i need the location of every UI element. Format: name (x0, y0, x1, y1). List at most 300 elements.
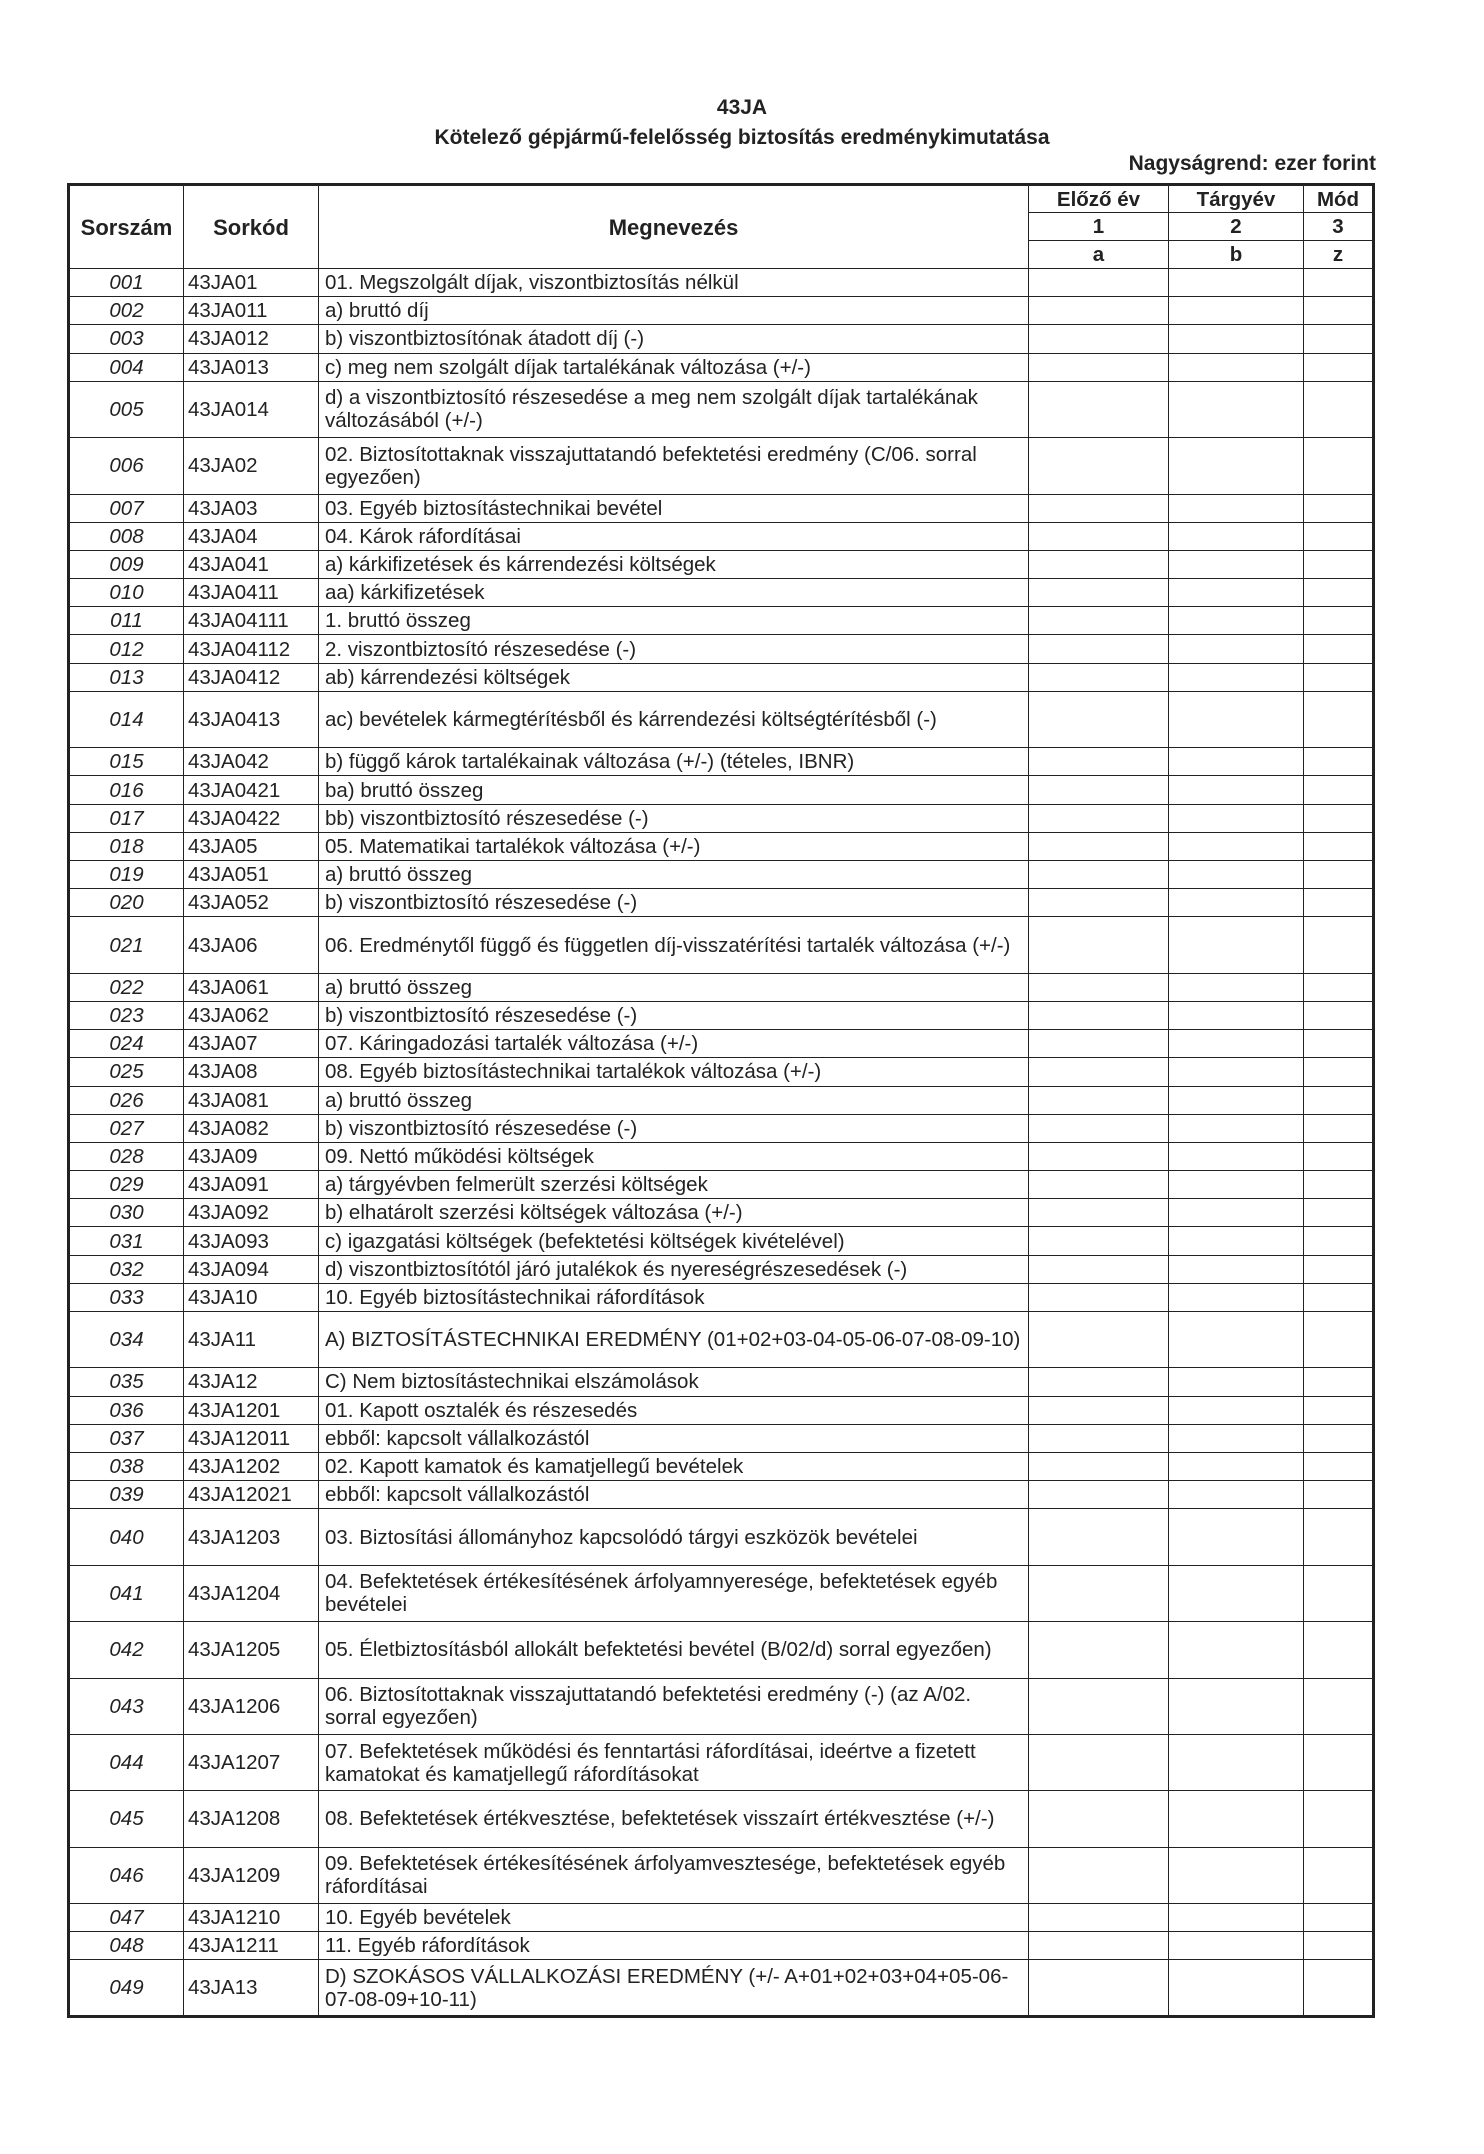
value-cell-prev-year[interactable] (1029, 804, 1169, 832)
table-row (69, 1001, 1374, 1029)
row-code: 43JA1207 (184, 1734, 319, 1790)
value-cell-mod[interactable] (1304, 917, 1374, 973)
value-cell-prev-year[interactable] (1029, 860, 1169, 888)
value-cell-mod[interactable] (1304, 1255, 1374, 1283)
row-name: 03. Egyéb biztosítástechnikai bevétel (319, 494, 1029, 522)
table-row (69, 1255, 1374, 1283)
value-cell-mod[interactable] (1304, 776, 1374, 804)
row-code: 43JA051 (184, 860, 319, 888)
value-cell-prev-year[interactable] (1029, 748, 1169, 776)
value-cell-curr-year[interactable] (1169, 1142, 1304, 1170)
row-code: 43JA08 (184, 1058, 319, 1086)
row-name: 05. Matematikai tartalékok változása (+/-) (319, 832, 1029, 860)
table-row (69, 353, 1374, 381)
row-name: aa) kárkifizetések (319, 579, 1029, 607)
row-number: 034 (69, 1312, 184, 1368)
row-code: 43JA04 (184, 522, 319, 550)
value-cell-prev-year[interactable] (1029, 1283, 1169, 1311)
row-number: 048 (69, 1932, 184, 1960)
row-code: 43JA05 (184, 832, 319, 860)
value-cell-prev-year[interactable] (1029, 438, 1169, 494)
row-number: 042 (69, 1622, 184, 1678)
value-cell-curr-year[interactable] (1169, 325, 1304, 353)
value-cell-mod[interactable] (1304, 494, 1374, 522)
row-number: 023 (69, 1001, 184, 1029)
row-code: 43JA0411 (184, 579, 319, 607)
value-cell-prev-year[interactable] (1029, 1734, 1169, 1790)
table-row (69, 1904, 1374, 1932)
row-number: 043 (69, 1678, 184, 1734)
value-cell-mod[interactable] (1304, 860, 1374, 888)
value-cell-mod[interactable] (1304, 1509, 1374, 1565)
value-cell-curr-year[interactable] (1169, 1622, 1304, 1678)
table-row (69, 1932, 1374, 1960)
table-row (69, 297, 1374, 325)
row-number: 045 (69, 1791, 184, 1847)
row-code: 43JA0422 (184, 804, 319, 832)
row-name: bb) viszontbiztosító részesedése (-) (319, 804, 1029, 832)
value-cell-mod[interactable] (1304, 1171, 1374, 1199)
row-name: ba) bruttó összeg (319, 776, 1029, 804)
header-prev-year: Előző év (1029, 185, 1169, 213)
row-code: 43JA01 (184, 269, 319, 297)
value-cell-curr-year[interactable] (1169, 917, 1304, 973)
row-number: 039 (69, 1481, 184, 1509)
row-code: 43JA0413 (184, 691, 319, 747)
value-cell-prev-year[interactable] (1029, 1622, 1169, 1678)
table-row (69, 1452, 1374, 1480)
row-code: 43JA041 (184, 550, 319, 578)
value-cell-mod[interactable] (1304, 1114, 1374, 1142)
value-cell-curr-year[interactable] (1169, 1283, 1304, 1311)
value-cell-mod[interactable] (1304, 973, 1374, 1001)
table-row (69, 1227, 1374, 1255)
row-code: 43JA081 (184, 1086, 319, 1114)
value-cell-prev-year[interactable] (1029, 550, 1169, 578)
value-cell-curr-year[interactable] (1169, 353, 1304, 381)
table-row (69, 1396, 1374, 1424)
value-cell-prev-year[interactable] (1029, 381, 1169, 437)
row-name: A) BIZTOSÍTÁSTECHNIKAI EREDMÉNY (01+02+03-04-05-06-07-08-09-10) (319, 1312, 1029, 1368)
value-cell-prev-year[interactable] (1029, 494, 1169, 522)
value-cell-prev-year[interactable] (1029, 325, 1169, 353)
table-row (69, 691, 1374, 747)
row-name: 04. Befektetések értékesítésének árfolyamnyeresége, befektetések egyéb bevételei (319, 1565, 1029, 1621)
value-cell-prev-year[interactable] (1029, 776, 1169, 804)
value-cell-curr-year[interactable] (1169, 1368, 1304, 1396)
table-row (69, 1734, 1374, 1790)
value-cell-curr-year[interactable] (1169, 1960, 1304, 2016)
value-cell-curr-year[interactable] (1169, 832, 1304, 860)
value-cell-prev-year[interactable] (1029, 691, 1169, 747)
value-cell-curr-year[interactable] (1169, 663, 1304, 691)
row-name: a) tárgyévben felmerült szerzési költségek (319, 1171, 1029, 1199)
row-name: 07. Káringadozási tartalék változása (+/-) (319, 1030, 1029, 1058)
row-number: 021 (69, 917, 184, 973)
row-code: 43JA1208 (184, 1791, 319, 1847)
value-cell-mod[interactable] (1304, 663, 1374, 691)
value-cell-prev-year[interactable] (1029, 1086, 1169, 1114)
row-number: 037 (69, 1424, 184, 1452)
row-name: 06. Biztosítottaknak visszajuttatandó befektetési eredmény (-) (az A/02. sorral egyezően) (319, 1678, 1029, 1734)
value-cell-prev-year[interactable] (1029, 1001, 1169, 1029)
value-cell-curr-year[interactable] (1169, 1001, 1304, 1029)
table-row (69, 381, 1374, 437)
report-title: Kötelező gépjármű-felelősség biztosítás eredménykimutatása (434, 126, 1050, 149)
header-col1-letter: a (1029, 241, 1169, 269)
value-cell-curr-year[interactable] (1169, 973, 1304, 1001)
table-row (69, 1960, 1374, 2016)
row-number: 007 (69, 494, 184, 522)
row-name: 09. Nettó működési költségek (319, 1142, 1029, 1170)
value-cell-mod[interactable] (1304, 748, 1374, 776)
row-number: 019 (69, 860, 184, 888)
table-row (69, 1481, 1374, 1509)
value-cell-curr-year[interactable] (1169, 776, 1304, 804)
row-name: D) SZOKÁSOS VÁLLALKOZÁSI EREDMÉNY (+/- A+01+02+03+04+05-06-07-08-09+10-11) (319, 1960, 1029, 2016)
value-cell-mod[interactable] (1304, 1847, 1374, 1903)
report-code: 43JA (716, 96, 768, 119)
value-cell-curr-year[interactable] (1169, 1312, 1304, 1368)
value-cell-mod[interactable] (1304, 1960, 1374, 2016)
row-code: 43JA0412 (184, 663, 319, 691)
value-cell-prev-year[interactable] (1029, 522, 1169, 550)
row-name: d) a viszontbiztosító részesedése a meg nem szolgált díjak tartalékának változásából (+/-) (319, 381, 1029, 437)
value-cell-curr-year[interactable] (1169, 1030, 1304, 1058)
value-cell-mod[interactable] (1304, 1932, 1374, 1960)
value-cell-mod[interactable] (1304, 635, 1374, 663)
value-cell-curr-year[interactable] (1169, 1678, 1304, 1734)
header-sorszam: Sorszám (69, 185, 184, 269)
value-cell-curr-year[interactable] (1169, 635, 1304, 663)
value-cell-prev-year[interactable] (1029, 1452, 1169, 1480)
value-cell-mod[interactable] (1304, 269, 1374, 297)
table-row (69, 973, 1374, 1001)
row-name: 04. Károk ráfordításai (319, 522, 1029, 550)
value-cell-curr-year[interactable] (1169, 889, 1304, 917)
value-cell-mod[interactable] (1304, 522, 1374, 550)
table-row (69, 804, 1374, 832)
value-cell-prev-year[interactable] (1029, 353, 1169, 381)
table-row (69, 269, 1374, 297)
value-cell-curr-year[interactable] (1169, 1171, 1304, 1199)
row-name: ebből: kapcsolt vállalkozástól (319, 1424, 1029, 1452)
value-cell-mod[interactable] (1304, 438, 1374, 494)
value-cell-prev-year[interactable] (1029, 1199, 1169, 1227)
value-cell-prev-year[interactable] (1029, 889, 1169, 917)
value-cell-mod[interactable] (1304, 550, 1374, 578)
value-cell-prev-year[interactable] (1029, 635, 1169, 663)
value-cell-prev-year[interactable] (1029, 1114, 1169, 1142)
table-row (69, 860, 1374, 888)
table-row (69, 607, 1374, 635)
row-code: 43JA1210 (184, 1904, 319, 1932)
row-number: 013 (69, 663, 184, 691)
row-number: 009 (69, 550, 184, 578)
value-cell-curr-year[interactable] (1169, 1199, 1304, 1227)
row-code: 43JA062 (184, 1001, 319, 1029)
row-code: 43JA03 (184, 494, 319, 522)
row-number: 028 (69, 1142, 184, 1170)
value-cell-curr-year[interactable] (1169, 579, 1304, 607)
row-code: 43JA06 (184, 917, 319, 973)
value-cell-curr-year[interactable] (1169, 1255, 1304, 1283)
value-cell-prev-year[interactable] (1029, 1171, 1169, 1199)
value-cell-curr-year[interactable] (1169, 297, 1304, 325)
value-cell-curr-year[interactable] (1169, 804, 1304, 832)
header-col2-num: 2 (1169, 213, 1304, 241)
value-cell-prev-year[interactable] (1029, 1142, 1169, 1170)
row-name: c) meg nem szolgált díjak tartalékának változása (+/-) (319, 353, 1029, 381)
table-row (69, 917, 1374, 973)
table-row (69, 550, 1374, 578)
row-code: 43JA10 (184, 1283, 319, 1311)
value-cell-prev-year[interactable] (1029, 973, 1169, 1001)
row-number: 017 (69, 804, 184, 832)
value-cell-curr-year[interactable] (1169, 269, 1304, 297)
value-cell-curr-year[interactable] (1169, 438, 1304, 494)
value-cell-curr-year[interactable] (1169, 1086, 1304, 1114)
value-cell-mod[interactable] (1304, 1424, 1374, 1452)
row-number: 027 (69, 1114, 184, 1142)
value-cell-mod[interactable] (1304, 1312, 1374, 1368)
table-row (69, 325, 1374, 353)
row-name: 06. Eredménytől függő és független díj-visszatérítési tartalék változása (+/-) (319, 917, 1029, 973)
value-cell-prev-year[interactable] (1029, 1227, 1169, 1255)
row-number: 008 (69, 522, 184, 550)
value-cell-mod[interactable] (1304, 1142, 1374, 1170)
row-number: 031 (69, 1227, 184, 1255)
value-cell-mod[interactable] (1304, 1227, 1374, 1255)
value-cell-prev-year[interactable] (1029, 663, 1169, 691)
value-cell-curr-year[interactable] (1169, 1847, 1304, 1903)
row-code: 43JA02 (184, 438, 319, 494)
table-row (69, 1171, 1374, 1199)
row-code: 43JA1206 (184, 1678, 319, 1734)
row-code: 43JA042 (184, 748, 319, 776)
value-cell-curr-year[interactable] (1169, 1481, 1304, 1509)
value-cell-curr-year[interactable] (1169, 691, 1304, 747)
value-cell-curr-year[interactable] (1169, 1791, 1304, 1847)
row-code: 43JA091 (184, 1171, 319, 1199)
row-name: 10. Egyéb biztosítástechnikai ráfordítások (319, 1283, 1029, 1311)
value-cell-mod[interactable] (1304, 353, 1374, 381)
row-code: 43JA04112 (184, 635, 319, 663)
value-cell-prev-year[interactable] (1029, 1424, 1169, 1452)
value-cell-curr-year[interactable] (1169, 1114, 1304, 1142)
row-name: a) bruttó összeg (319, 973, 1029, 1001)
value-cell-mod[interactable] (1304, 832, 1374, 860)
value-cell-prev-year[interactable] (1029, 1030, 1169, 1058)
row-code: 43JA04111 (184, 607, 319, 635)
header-col3-num: 3 (1304, 213, 1374, 241)
value-cell-mod[interactable] (1304, 325, 1374, 353)
value-cell-mod[interactable] (1304, 1086, 1374, 1114)
value-cell-prev-year[interactable] (1029, 297, 1169, 325)
table-row (69, 1565, 1374, 1621)
row-code: 43JA1203 (184, 1509, 319, 1565)
row-name: 02. Biztosítottaknak visszajuttatandó befektetési eredmény (C/06. sorral egyezően) (319, 438, 1029, 494)
value-cell-mod[interactable] (1304, 1565, 1374, 1621)
row-name: b) viszontbiztosító részesedése (-) (319, 1001, 1029, 1029)
row-number: 049 (69, 1960, 184, 2016)
table-row (69, 522, 1374, 550)
value-cell-curr-year[interactable] (1169, 1058, 1304, 1086)
value-cell-mod[interactable] (1304, 1622, 1374, 1678)
row-name: 08. Befektetések értékvesztése, befektetések visszaírt értékvesztése (+/-) (319, 1791, 1029, 1847)
value-cell-mod[interactable] (1304, 1791, 1374, 1847)
value-cell-mod[interactable] (1304, 1283, 1374, 1311)
value-cell-mod[interactable] (1304, 1734, 1374, 1790)
table-row (69, 748, 1374, 776)
value-cell-mod[interactable] (1304, 1030, 1374, 1058)
table-row (69, 889, 1374, 917)
value-cell-prev-year[interactable] (1029, 1396, 1169, 1424)
value-cell-prev-year[interactable] (1029, 1058, 1169, 1086)
row-number: 030 (69, 1199, 184, 1227)
table-row (69, 1030, 1374, 1058)
value-cell-prev-year[interactable] (1029, 1565, 1169, 1621)
value-cell-prev-year[interactable] (1029, 1678, 1169, 1734)
value-cell-prev-year[interactable] (1029, 832, 1169, 860)
row-name: a) bruttó összeg (319, 860, 1029, 888)
value-cell-mod[interactable] (1304, 804, 1374, 832)
value-cell-curr-year[interactable] (1169, 1452, 1304, 1480)
value-cell-curr-year[interactable] (1169, 1904, 1304, 1932)
header-megnevezes: Megnevezés (319, 185, 1029, 269)
value-cell-mod[interactable] (1304, 579, 1374, 607)
value-cell-prev-year[interactable] (1029, 1791, 1169, 1847)
value-cell-mod[interactable] (1304, 607, 1374, 635)
value-cell-prev-year[interactable] (1029, 269, 1169, 297)
value-cell-mod[interactable] (1304, 381, 1374, 437)
row-name: 07. Befektetések működési és fenntartási ráfordításai, ideértve a fizetett kamatokat és kamatjellegű ráfordításokat (319, 1734, 1029, 1790)
table-row (69, 1791, 1374, 1847)
table-row (69, 635, 1374, 663)
value-cell-curr-year[interactable] (1169, 381, 1304, 437)
value-cell-prev-year[interactable] (1029, 1932, 1169, 1960)
value-cell-prev-year[interactable] (1029, 607, 1169, 635)
row-name: b) elhatárolt szerzési költségek változása (+/-) (319, 1199, 1029, 1227)
table-row (69, 663, 1374, 691)
row-name: 11. Egyéb ráfordítások (319, 1932, 1029, 1960)
row-code: 43JA1205 (184, 1622, 319, 1678)
row-name: 03. Biztosítási állományhoz kapcsolódó tárgyi eszközök bevételei (319, 1509, 1029, 1565)
table-row (69, 438, 1374, 494)
row-number: 040 (69, 1509, 184, 1565)
row-code: 43JA12011 (184, 1424, 319, 1452)
row-name: a) kárkifizetések és kárrendezési költségek (319, 550, 1029, 578)
value-cell-curr-year[interactable] (1169, 607, 1304, 635)
value-cell-mod[interactable] (1304, 1396, 1374, 1424)
row-number: 001 (69, 269, 184, 297)
header-col1-num: 1 (1029, 213, 1169, 241)
row-number: 026 (69, 1086, 184, 1114)
row-number: 029 (69, 1171, 184, 1199)
table-row (69, 1283, 1374, 1311)
value-cell-curr-year[interactable] (1169, 1424, 1304, 1452)
value-cell-prev-year[interactable] (1029, 1312, 1169, 1368)
value-cell-prev-year[interactable] (1029, 1904, 1169, 1932)
value-cell-prev-year[interactable] (1029, 917, 1169, 973)
row-code: 43JA011 (184, 297, 319, 325)
row-name: b) viszontbiztosító részesedése (-) (319, 1114, 1029, 1142)
value-cell-mod[interactable] (1304, 1452, 1374, 1480)
row-number: 036 (69, 1396, 184, 1424)
table-row (69, 1622, 1374, 1678)
value-cell-mod[interactable] (1304, 1001, 1374, 1029)
row-number: 015 (69, 748, 184, 776)
value-cell-curr-year[interactable] (1169, 1932, 1304, 1960)
value-cell-prev-year[interactable] (1029, 1847, 1169, 1903)
row-name: 10. Egyéb bevételek (319, 1904, 1029, 1932)
row-number: 020 (69, 889, 184, 917)
row-code: 43JA092 (184, 1199, 319, 1227)
header-col2-letter: b (1169, 241, 1304, 269)
row-code: 43JA09 (184, 1142, 319, 1170)
value-cell-curr-year[interactable] (1169, 1396, 1304, 1424)
value-cell-curr-year[interactable] (1169, 1565, 1304, 1621)
table-row (69, 776, 1374, 804)
value-cell-mod[interactable] (1304, 1368, 1374, 1396)
row-code: 43JA13 (184, 1960, 319, 2016)
value-cell-curr-year[interactable] (1169, 1227, 1304, 1255)
row-name: 2. viszontbiztosító részesedése (-) (319, 635, 1029, 663)
table-row (69, 1199, 1374, 1227)
value-cell-prev-year[interactable] (1029, 1481, 1169, 1509)
value-cell-mod[interactable] (1304, 1678, 1374, 1734)
value-cell-curr-year[interactable] (1169, 550, 1304, 578)
row-name: d) viszontbiztosítótól járó jutalékok és nyereségrészesedések (-) (319, 1255, 1029, 1283)
value-cell-prev-year[interactable] (1029, 1960, 1169, 2016)
row-code: 43JA094 (184, 1255, 319, 1283)
table-row (69, 1424, 1374, 1452)
row-code: 43JA1202 (184, 1452, 319, 1480)
table-row (69, 1142, 1374, 1170)
value-cell-mod[interactable] (1304, 1481, 1374, 1509)
value-cell-mod[interactable] (1304, 691, 1374, 747)
row-number: 018 (69, 832, 184, 860)
value-cell-curr-year[interactable] (1169, 860, 1304, 888)
table-row (69, 832, 1374, 860)
value-cell-prev-year[interactable] (1029, 1368, 1169, 1396)
value-cell-mod[interactable] (1304, 297, 1374, 325)
value-cell-curr-year[interactable] (1169, 522, 1304, 550)
value-cell-curr-year[interactable] (1169, 494, 1304, 522)
row-code: 43JA013 (184, 353, 319, 381)
value-cell-prev-year[interactable] (1029, 579, 1169, 607)
value-cell-prev-year[interactable] (1029, 1509, 1169, 1565)
value-cell-curr-year[interactable] (1169, 1734, 1304, 1790)
table-row (69, 1086, 1374, 1114)
value-cell-mod[interactable] (1304, 1904, 1374, 1932)
value-cell-prev-year[interactable] (1029, 1255, 1169, 1283)
row-number: 012 (69, 635, 184, 663)
row-number: 016 (69, 776, 184, 804)
value-cell-mod[interactable] (1304, 1058, 1374, 1086)
row-name: 1. bruttó összeg (319, 607, 1029, 635)
value-cell-curr-year[interactable] (1169, 1509, 1304, 1565)
value-cell-mod[interactable] (1304, 889, 1374, 917)
report-table (67, 183, 1375, 2018)
row-name: ebből: kapcsolt vállalkozástól (319, 1481, 1029, 1509)
row-code: 43JA082 (184, 1114, 319, 1142)
row-number: 005 (69, 381, 184, 437)
value-cell-curr-year[interactable] (1169, 748, 1304, 776)
table-row (69, 1847, 1374, 1903)
table-body (69, 269, 1374, 2017)
value-cell-mod[interactable] (1304, 1199, 1374, 1227)
